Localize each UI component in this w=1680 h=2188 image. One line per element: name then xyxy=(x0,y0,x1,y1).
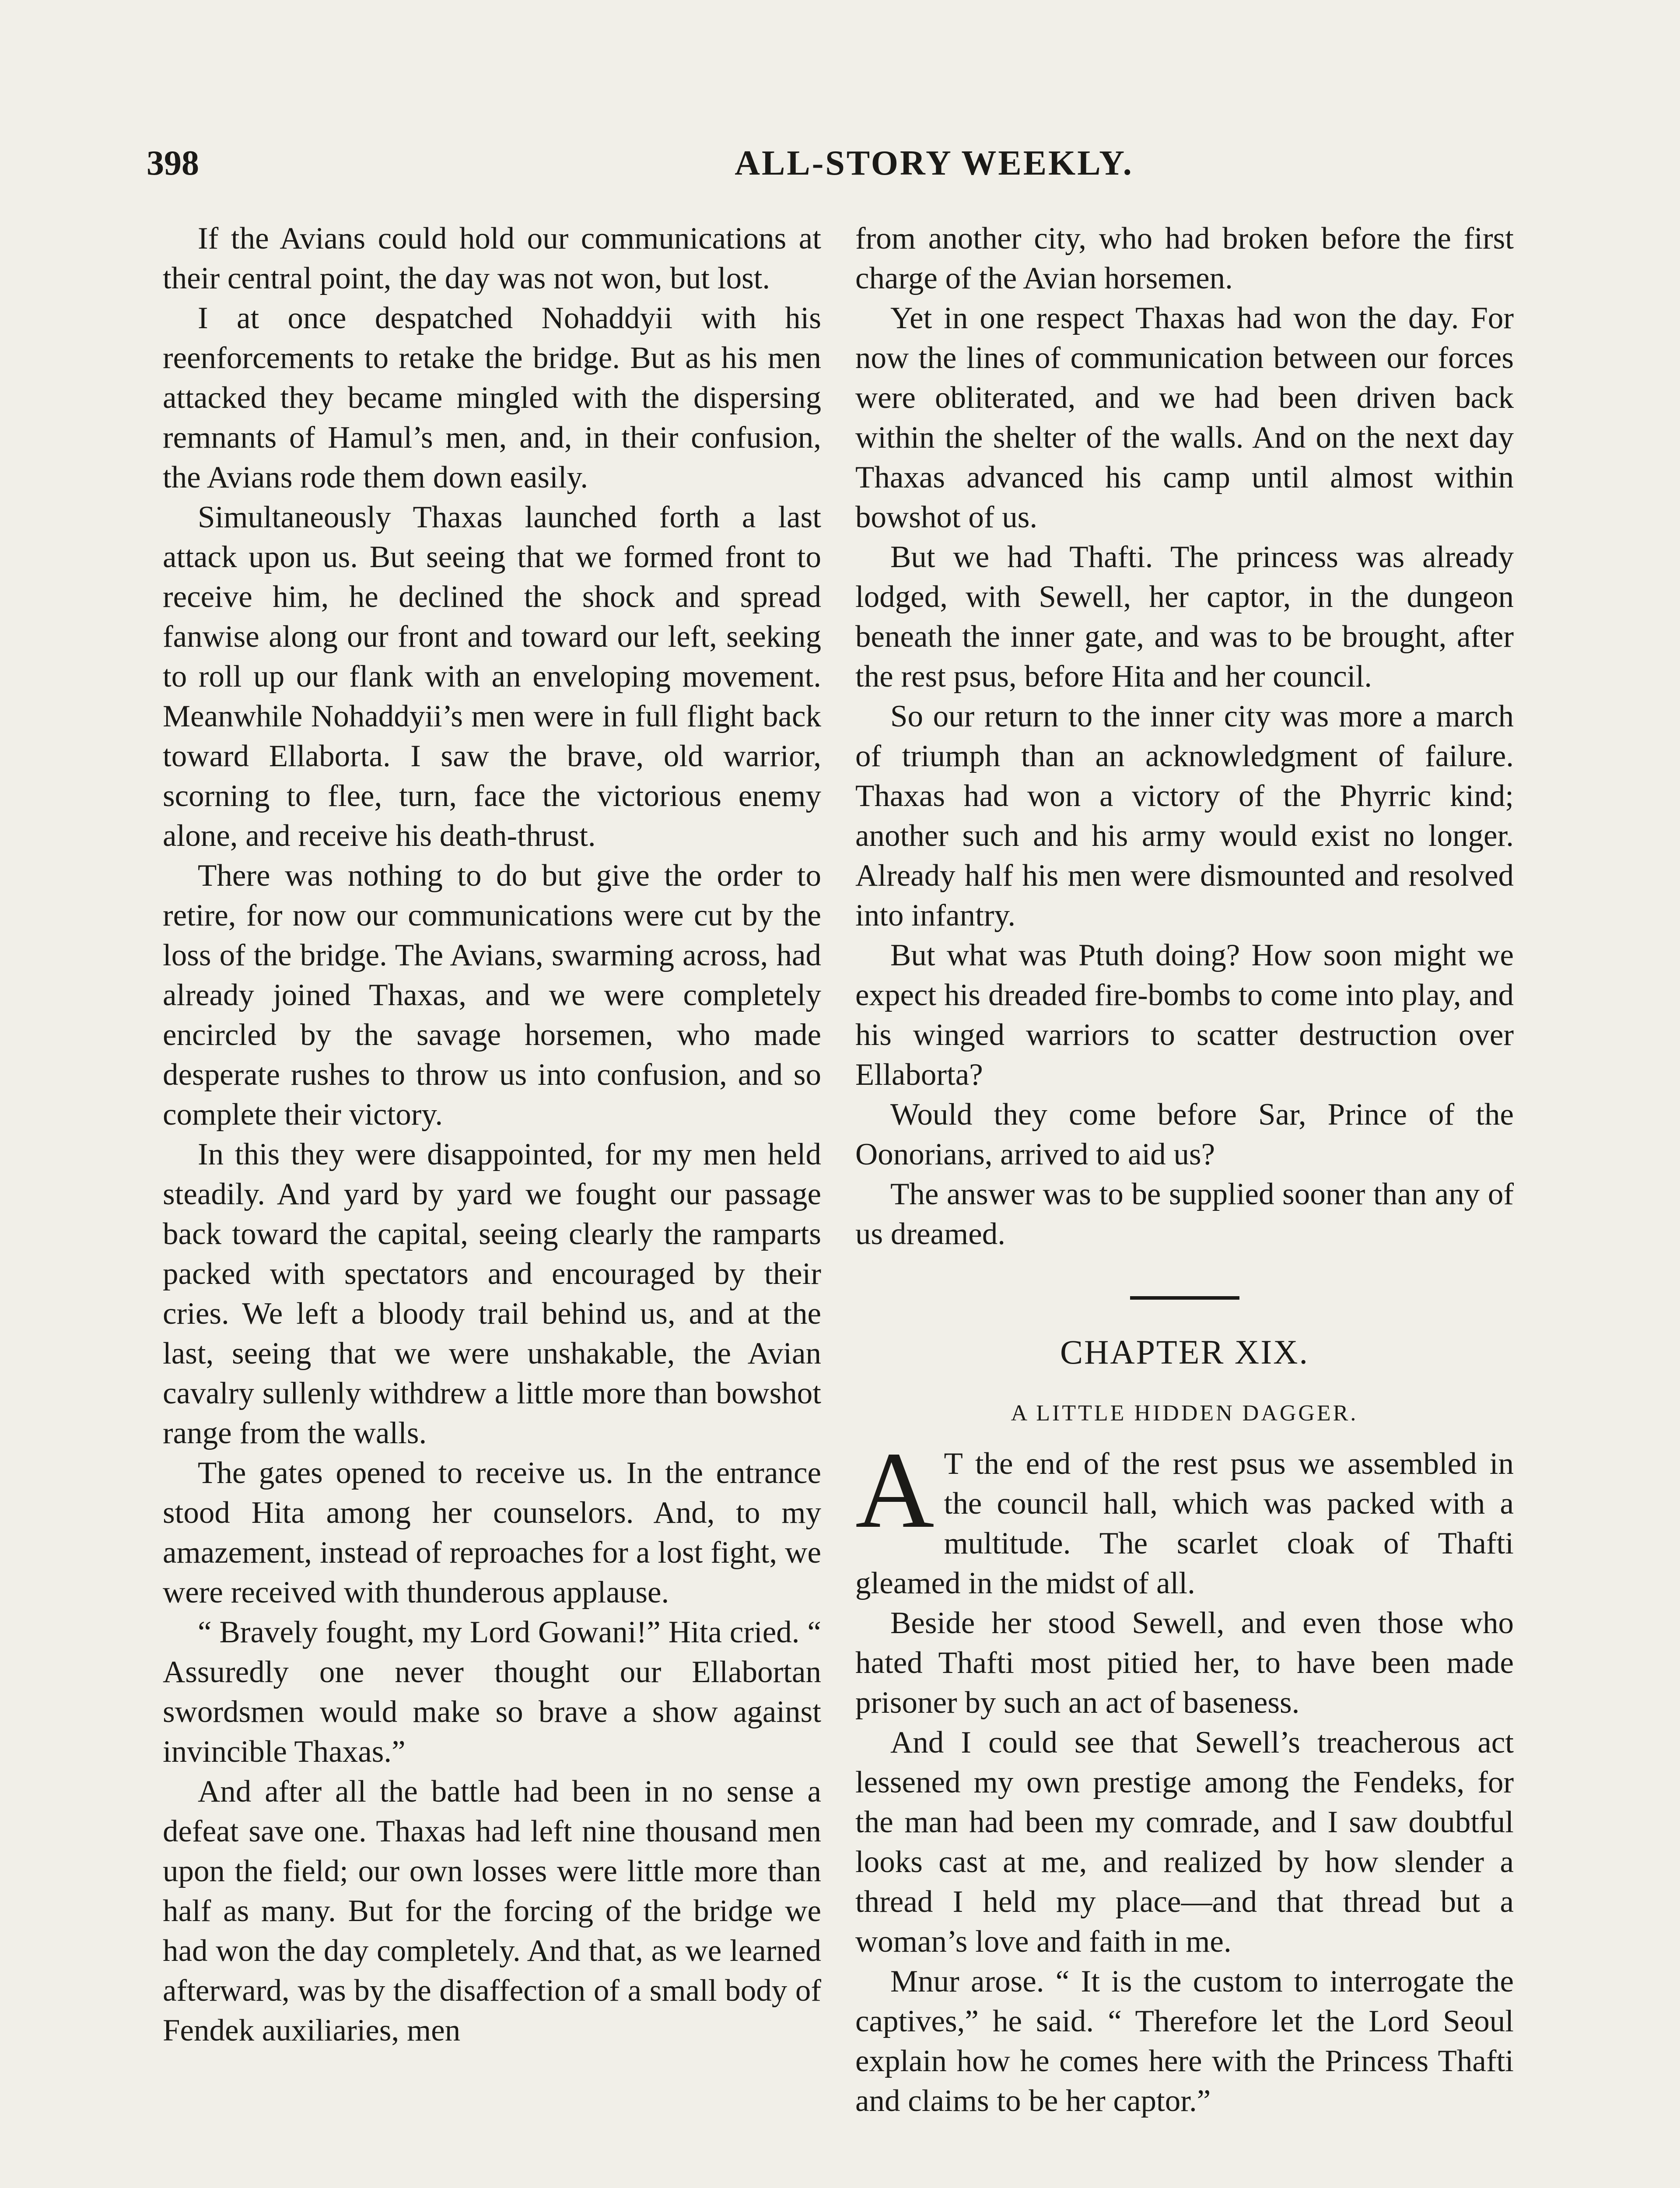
paragraph: Simultaneously Thaxas launched forth a last attack upon us. But seeing that we formed front to receive him, he declined the shock and spread fanwise along our front and toward our left, seeking to roll up our flank with an enveloping movement. Meanwhile Nohaddyii’s men were in full flight back toward Ellaborta. I saw the brave, old warrior, scorning to flee, turn, face the victorious enemy alone, and receive his death-thrust. xyxy=(163,500,821,853)
chapter-opening-text: T the end of the rest psus we assembled in the council hall, which was packed with a multitude. The scarlet cloak of Thafti gleamed in the midst of all. xyxy=(855,1447,1514,1600)
paragraph: The answer was to be supplied sooner than any of us dreamed. xyxy=(855,1177,1514,1251)
paragraph: Yet in one respect Thaxas had won the day. For now the lines of communication between our forces were obliterated, and we had been driven back within the shelter of the walls. And on the next day Thaxas advanced his camp until almost within bowshot of us. xyxy=(855,301,1514,534)
drop-cap: A xyxy=(855,1430,934,1551)
paragraph: But we had Thafti. The princess was already lodged, with Sewell, her captor, in the dungeon beneath the inner gate, and was to be brought, after the rest psus, before Hita and her council. xyxy=(855,540,1514,694)
page-number: 398 xyxy=(147,144,199,182)
section-divider-rule xyxy=(1130,1296,1239,1300)
right-column xyxy=(855,219,1514,2188)
chapter-title: CHAPTER XIX. xyxy=(1060,1333,1309,1371)
paragraph: If the Avians could hold our communications at their central point, the day was not won, but lost. xyxy=(163,221,821,295)
chapter-subtitle: A LITTLE HIDDEN DAGGER. xyxy=(1011,1401,1358,1426)
paragraph: There was nothing to do but give the order to retire, for now our communications were cut by the loss of the bridge. The Avians, swarming across, had already joined Thaxas, and we were completely encircled by the savage horsemen, who made desperate rushes to throw us into confusion, and so complete their victory. xyxy=(163,859,821,1132)
paragraph: Beside her stood Sewell, and even those who hated Thafti most pitied her, to have been made prisoner by such an act of baseness. xyxy=(855,1606,1514,1720)
paragraph: And after all the battle had been in no sense a defeat save one. Thaxas had left nine thousand men upon the field; our own losses were little more than half as many. But for the forcing of the bridge we had won the day completely. And that, as we learned afterward, was by the disaffection of a small body of Fendek auxiliaries, men xyxy=(163,1774,821,2048)
paragraph: So our return to the inner city was more a march of triumph than an acknowledgment of failure. Thaxas had won a victory of the Phyrric kind; another such and his army would exist no longer. Already half his men were dismounted and resolved into infantry. xyxy=(855,699,1514,933)
paragraph: In this they were disappointed, for my men held steadily. And yard by yard we fought our passage back toward the capital, seeing clearly the ramparts packed with spectators and encouraged by their cries. We left a bloody trail behind us, and at the last, seeing that we were unshakable, the Avian cavalry sullenly withdrew a little more than bowshot range from the walls. xyxy=(163,1137,821,1450)
running-head xyxy=(147,139,1533,187)
paragraph: And I could see that Sewell’s treacherous act lessened my own prestige among the Fendeks, for the man had been my comrade, and I saw doubtful looks cast at me, and realized by how slender a thread I held my place—and that thread but a woman’s love and faith in me. xyxy=(855,1725,1514,1959)
paragraph: I at once despatched Nohaddyii with his reenforcements to retake the bridge. But as his men attacked they became mingled with the dispersing remnants of Hamul’s men, and, in their confusion, the Avians rode them down easily. xyxy=(163,301,821,494)
paragraph: from another city, who had broken before the first charge of the Avian horsemen. xyxy=(855,221,1514,295)
paragraph: But what was Ptuth doing? How soon might we expect his dreaded fire-bombs to come into play, and his winged warriors to scatter destruction over Ellaborta? xyxy=(855,938,1514,1092)
magazine-title: ALL-STORY WEEKLY. xyxy=(735,144,1134,182)
paragraph: “ Bravely fought, my Lord Gowani!” Hita cried. “ Assuredly one never thought our Ellabortan swordsmen would make so brave a show against invincible Thaxas.” xyxy=(163,1615,821,1769)
paragraph: Would they come before Sar, Prince of the Oonorians, arrived to aid us? xyxy=(855,1098,1514,1171)
paragraph: The gates opened to receive us. In the entrance stood Hita among her counselors. And, to my amazement, instead of reproaches for a lost fight, we were received with thunderous applause. xyxy=(163,1456,821,1609)
paragraph: Mnur arose. “ It is the custom to interrogate the captives,” he said. “ Therefore let the Lord Seoul explain how he comes here with the Princess Thafti and claims to be her captor.” xyxy=(855,1964,1514,2118)
chapter-opening-paragraph xyxy=(855,1430,1514,1603)
left-column xyxy=(163,219,821,2188)
